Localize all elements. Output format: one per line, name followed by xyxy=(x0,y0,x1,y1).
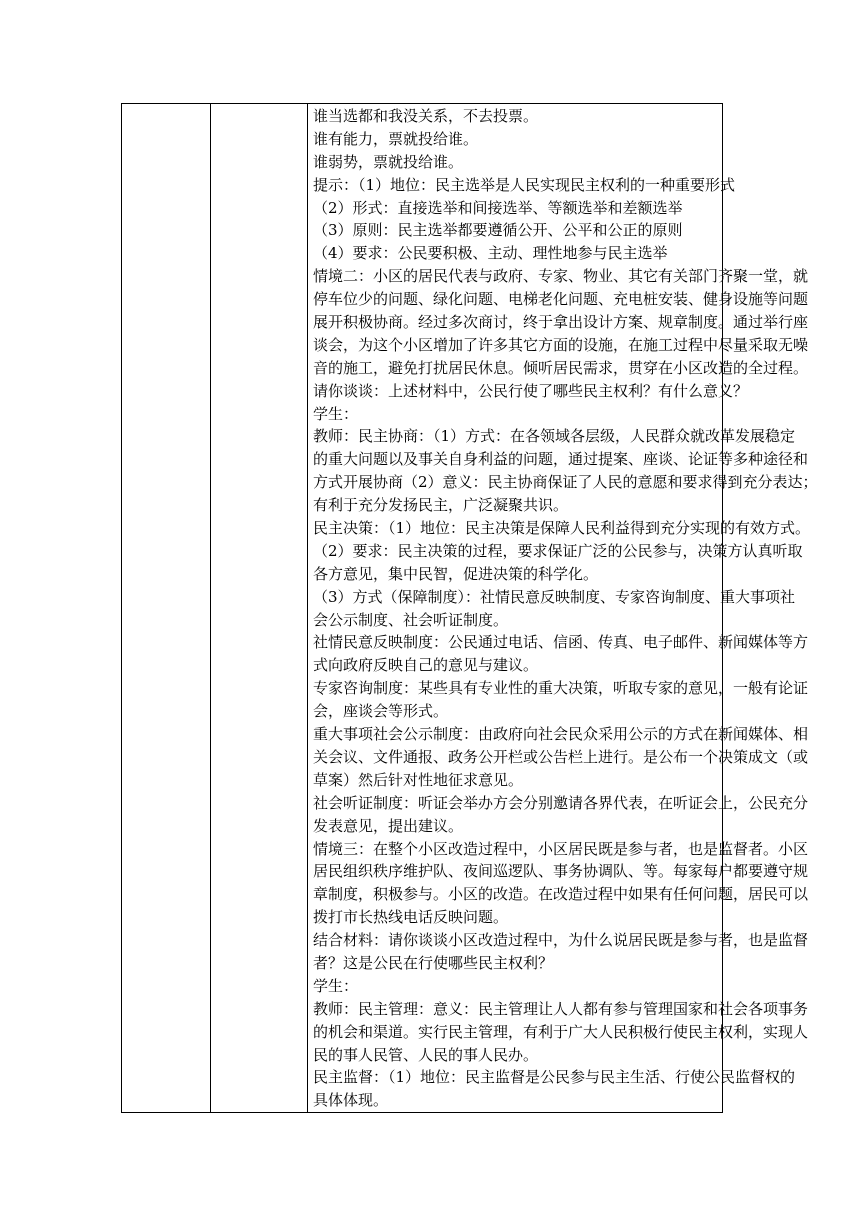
text-line: 谁弱势，票就投给谁。 xyxy=(313,152,464,171)
text-line: 专家咨询制度：某些具有专业性的重大决策，听取专家的意见，一般有论证 xyxy=(313,679,809,698)
text-line: 音的施工，避免打扰居民休息。倾听居民需求，贯穿在小区改造的全过程。 xyxy=(313,358,809,377)
text-line: 学生： xyxy=(313,976,359,995)
text-line: 学生： xyxy=(313,404,359,423)
content-lines xyxy=(313,105,818,1112)
text-line: 发表意见，提出建议。 xyxy=(313,816,464,835)
text-line: 情境二：小区的居民代表与政府、专家、物业、其它有关部门齐聚一堂，就 xyxy=(313,267,809,286)
text-line: 民主监督：（1）地位：民主监督是公民参与民主生活、行使公民监督权的 xyxy=(313,1068,796,1087)
text-line: 谁当选都和我没关系，不去投票。 xyxy=(313,107,539,125)
content-cell xyxy=(308,104,818,1113)
text-line: 社会听证制度：听证会举办方会分别邀请各界代表，在听证会上，公民充分 xyxy=(313,793,809,812)
text-line: （4）要求：公民要积极、主动、理性地参与民主选举 xyxy=(313,244,668,263)
text-line: 的重大问题以及事关自身利益的问题，通过提案、座谈、论证等多种途径和 xyxy=(313,450,809,469)
text-line: 提示：（1）地位：民主选举是人民实现民主权利的一种重要形式 xyxy=(313,175,736,194)
table-row xyxy=(122,104,723,1113)
text-line: 请你谈谈：上述材料中，公民行使了哪些民主权利？有什么意义？ xyxy=(313,381,749,400)
text-line: 章制度，积极参与。小区的改造。在改造过程中如果有任何问题，居民可以 xyxy=(313,885,809,904)
text-line: 教师：民主管理：意义：民主管理让人人都有参与管理国家和社会各项事务 xyxy=(313,999,809,1018)
text-line: 民的事人民管、人民的事人民办。 xyxy=(313,1045,539,1064)
text-line: 情境三：在整个小区改造过程中，小区居民既是参与者，也是监督者。小区 xyxy=(313,839,809,858)
text-line: 草案）然后针对性地征求意见。 xyxy=(313,770,524,789)
first-column-cell xyxy=(122,104,211,1113)
text-line: 具体体现。 xyxy=(313,1091,389,1110)
text-line: 会，座谈会等形式。 xyxy=(313,702,449,721)
text-line: （3）方式（保障制度）：社情民意反映制度、专家咨询制度、重大事项社 xyxy=(313,587,796,606)
text-line: 居民组织秩序维护队、夜间巡逻队、事务协调队、等。每家每户都要遵守规 xyxy=(313,862,809,881)
text-line: 方式开展协商（2）意义：民主协商保证了人民的意愿和要求得到充分表达； xyxy=(313,473,818,492)
second-column-cell xyxy=(211,104,308,1113)
text-line: 谁有能力，票就投给谁。 xyxy=(313,129,479,148)
text-line: 结合材料：请你谈谈小区改造过程中，为什么说居民既是参与者，也是监督 xyxy=(313,931,809,950)
text-line: 谈会，为这个小区增加了许多其它方面的设施，在施工过程中尽量采取无噪 xyxy=(313,335,809,354)
text-line: 社情民意反映制度：公民通过电话、信函、传真、电子邮件、新闻媒体等方 xyxy=(313,633,809,652)
text-line: 式向政府反映自己的意见与建议。 xyxy=(313,656,539,675)
text-line: 拨打市长热线电话反映问题。 xyxy=(313,908,509,927)
text-line: 会公示制度、社会听证制度。 xyxy=(313,610,509,629)
text-line: 重大事项社会公示制度：由政府向社会民众采用公示的方式在新闻媒体、相 xyxy=(313,725,809,744)
text-line: 的机会和渠道。实行民主管理，有利于广大人民积极行使民主权利，实现人 xyxy=(313,1022,809,1041)
text-line: 教师：民主协商：（1）方式：在各领域各层级，人民群众就改革发展稳定 xyxy=(313,427,796,446)
text-line: 者？这是公民在行使哪些民主权利？ xyxy=(313,953,554,972)
text-line: 各方意见，集中民智，促进决策的科学化。 xyxy=(313,564,599,583)
text-line: 关会议、文件通报、政务公开栏或公告栏上进行。是公布一个决策成文（或 xyxy=(313,747,809,766)
text-line: （2）要求：民主决策的过程，要求保证广泛的公民参与，决策方认真听取 xyxy=(313,541,803,560)
text-line: 有利于充分发扬民主，广泛凝聚共识。 xyxy=(313,496,569,515)
text-line: （2）形式：直接选举和间接选举、等额选举和差额选举 xyxy=(313,198,683,217)
lesson-table xyxy=(121,103,818,1113)
text-line: 展开积极协商。经过多次商讨，终于拿出设计方案、规章制度。通过举行座 xyxy=(313,313,809,332)
text-line: （3）原则：民主选举都要遵循公开、公平和公正的原则 xyxy=(313,221,683,240)
text-line: 停车位少的问题、绿化问题、电梯老化问题、充电桩安装、健身设施等问题 xyxy=(313,290,809,309)
text-line: 民主决策：（1）地位：民主决策是保障人民利益得到充分实现的有效方式。 xyxy=(313,519,811,538)
